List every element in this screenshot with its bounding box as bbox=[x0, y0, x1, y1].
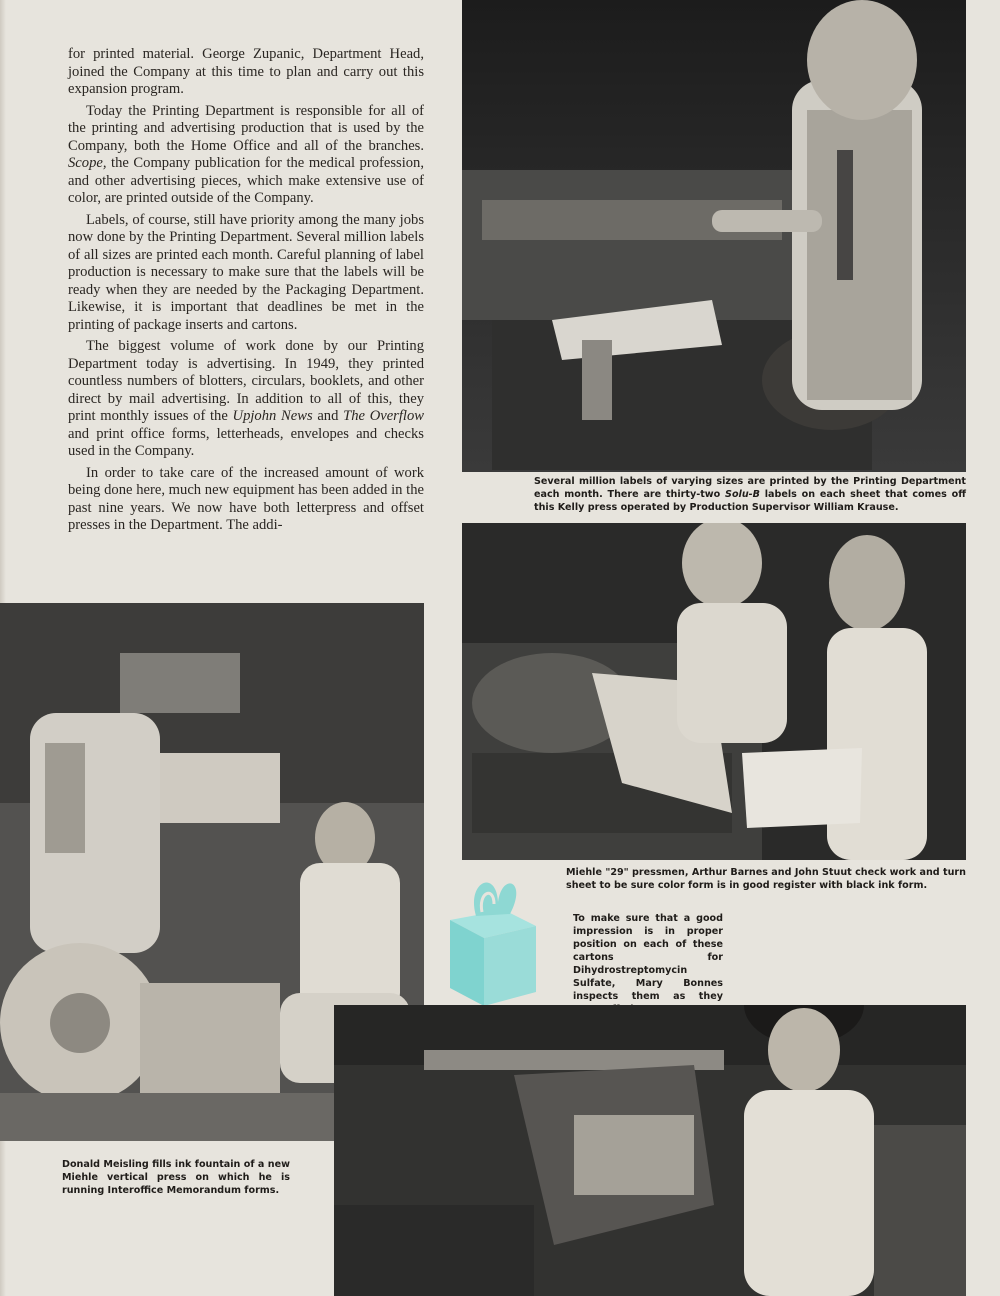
paragraph-3: Labels, of course, still have priority among the many jobs now done by the Printing Department. Several million labels of all sizes are printed each month. Careful planning of label production is necessary to make sure that the labels will be ready when they are needed by the Packaging Department. Likewise, it is important that deadlines be met in the printing of package inserts and cartons. bbox=[68, 211, 424, 333]
caption-kelly-press-text-a: Several million labels of varying sizes are printed by the Printing Department each month. There are thirty-two bbox=[534, 476, 966, 500]
photo-kelly-press bbox=[462, 0, 966, 472]
photo-miehle-29-illustration bbox=[462, 523, 966, 860]
paragraph-2-text-a: Today the Printing Department is responsible for all of the printing and advertising production that is used by the Company, both the Home Office and all of the branches. bbox=[68, 102, 424, 154]
carton-illustration bbox=[444, 862, 544, 1010]
caption-kelly-press bbox=[534, 475, 966, 514]
photo-miehle-29-pressmen bbox=[462, 523, 966, 860]
caption-miehle-vertical: Donald Meisling fills ink fountain of a new Miehle vertical press on which he is running Interoffice Memorandum forms. bbox=[62, 1159, 290, 1196]
paragraph-1: for printed material. George Zupanic, Department Head, joined the Company at this time to plan and carry out this expansion program. bbox=[68, 46, 424, 97]
paragraph-2-text-b: the Company publication for the medical profession, and other advertising pieces, which make extensive use of color, are printed outside of the Company. bbox=[68, 155, 424, 206]
overflow-title: The Overflow bbox=[343, 408, 425, 424]
paragraph-4-text-b: and bbox=[312, 408, 344, 424]
caption-miehle-29: Miehle "29" pressmen, Arthur Barnes and John Stuut check work and turn sheet to be sure color form is in good register with black ink form. bbox=[566, 867, 966, 891]
solu-b-label-name: Solu-B bbox=[725, 489, 760, 500]
caption-kelly-press-text-b: labels on each sheet that comes off this Kelly press operated by Production Supervisor William Krause. bbox=[534, 489, 966, 513]
caption-kluge-press: To make sure that a good impression is in proper position on each of these cartons for Dihydrostreptomycin Sulfate, Mary Bonnes inspects them as they bbox=[573, 913, 723, 1002]
paragraph-4-text-c: and print office forms, letterheads, envelopes and checks used in the Company. bbox=[68, 425, 424, 459]
paragraph-5: In order to take care of the increased amount of work being done here, much new equipment has been added in the past nine years. We now have both letterpress and offset presses in the Department. The addi- bbox=[68, 464, 424, 533]
photo-kluge-press bbox=[334, 1005, 966, 1296]
photo-kluge-press-illustration bbox=[334, 1005, 966, 1296]
paragraph-4-text-a: The biggest volume of work done by our Printing Department today is advertising. In 1949, they printed countless numbers of blotters, circulars, booklets, and other direct by mail advertising. In addition to all of this, they print monthly issues of the bbox=[68, 338, 424, 424]
scope-title: Scope, bbox=[68, 155, 107, 171]
upjohn-news-title: Upjohn News bbox=[232, 408, 313, 424]
article-body bbox=[68, 46, 424, 539]
paragraph-2 bbox=[68, 103, 424, 208]
paragraph-4 bbox=[68, 338, 424, 461]
photo-kelly-press-illustration bbox=[462, 0, 966, 472]
